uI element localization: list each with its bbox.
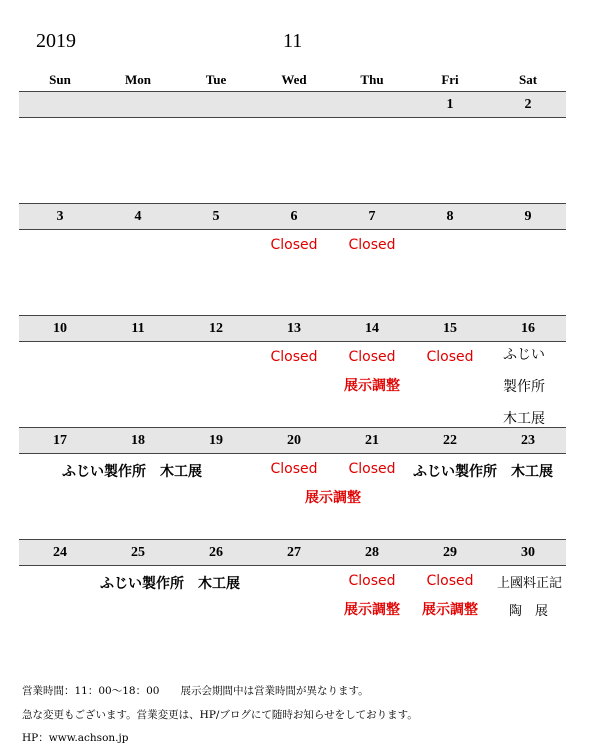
day-number: 24 <box>53 545 67 560</box>
exhibit-adjust-label: 展示調整 <box>344 602 400 618</box>
day-number: 15 <box>443 321 457 336</box>
day-number: 23 <box>521 433 535 448</box>
day-number: 5 <box>212 209 220 224</box>
closed-label: Closed <box>270 349 318 365</box>
weekday-sat: Sat <box>518 72 538 87</box>
event-fujii-week4-a: ふじい製作所 木工展 <box>62 464 202 480</box>
day-number: 30 <box>521 545 535 560</box>
day-number: 27 <box>287 545 301 560</box>
day-number: 3 <box>56 209 64 224</box>
day-number: 9 <box>524 209 532 224</box>
event-kamikuni-line2: 陶 展 <box>509 604 549 619</box>
event-kamikuni-line1: 上國料正記 <box>497 576 563 591</box>
day-number: 6 <box>290 209 298 224</box>
closed-label: Closed <box>426 573 474 589</box>
day-number: 1 <box>446 97 454 112</box>
day-number: 19 <box>209 433 223 448</box>
closed-label: Closed <box>348 237 396 253</box>
exhibit-adjust-label: 展示調整 <box>344 378 400 394</box>
event-fujii-line3: 木工展 <box>503 411 545 427</box>
day-number: 22 <box>443 433 457 448</box>
weekday-thu: Thu <box>360 72 384 87</box>
day-number: 17 <box>53 433 67 448</box>
weekday-tue: Tue <box>205 72 227 87</box>
day-number: 4 <box>134 209 142 224</box>
closed-label: Closed <box>270 461 318 477</box>
footer-hours: 営業時間：11：00～18：00 展示会期間中は営業時間が異なります。 <box>22 685 369 697</box>
day-number: 11 <box>131 321 145 336</box>
exhibit-adjust-label: 展示調整 <box>305 490 361 506</box>
day-number: 28 <box>365 545 379 560</box>
closed-label: Closed <box>348 461 396 477</box>
calendar-month: 11 <box>283 30 303 52</box>
weekday-sun: Sun <box>49 72 71 87</box>
event-fujii-week5: ふじい製作所 木工展 <box>100 576 240 592</box>
day-number: 18 <box>131 433 145 448</box>
day-number: 21 <box>365 433 379 448</box>
weekday-wed: Wed <box>281 72 307 87</box>
footer-hp-link[interactable]: HP：www.achson.jp <box>22 732 129 744</box>
day-number: 26 <box>209 545 223 560</box>
day-number: 7 <box>368 209 376 224</box>
closed-label: Closed <box>270 237 318 253</box>
day-number: 12 <box>209 321 223 336</box>
day-number: 20 <box>287 433 301 448</box>
closed-label: Closed <box>348 349 396 365</box>
closed-label: Closed <box>426 349 474 365</box>
day-number: 16 <box>521 321 535 336</box>
day-number: 14 <box>365 321 379 336</box>
event-fujii-week4-b: ふじい製作所 木工展 <box>413 464 553 480</box>
day-number: 2 <box>524 97 532 112</box>
exhibit-adjust-label: 展示調整 <box>422 602 478 618</box>
closed-label: Closed <box>348 573 396 589</box>
event-fujii-line1: ふじい <box>503 347 545 363</box>
calendar-year: 2019 <box>36 30 76 52</box>
day-number: 10 <box>53 321 67 336</box>
day-number: 13 <box>287 321 301 336</box>
day-number: 25 <box>131 545 145 560</box>
weekday-mon: Mon <box>125 72 151 87</box>
day-number: 8 <box>446 209 454 224</box>
weekday-fri: Fri <box>441 72 459 87</box>
event-fujii-line2: 製作所 <box>503 379 545 395</box>
day-number: 29 <box>443 545 457 560</box>
footer-notice: 急な変更もございます。営業変更は、HP/ブログにて随時お知らせをしております。 <box>22 709 418 721</box>
